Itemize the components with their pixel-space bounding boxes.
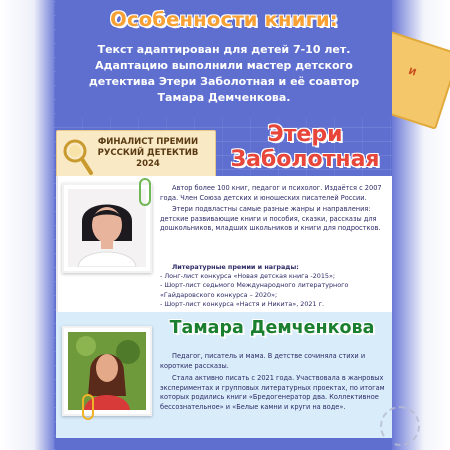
award-line-2: РУССКИЙ ДЕТЕКТИВ — [97, 148, 199, 158]
sticky-note-label: И — [406, 66, 418, 79]
bottom-band — [56, 438, 392, 450]
paper-clip-icon — [82, 394, 94, 420]
author-1-name — [214, 122, 396, 172]
awards-title: Литературные премии и награды: — [172, 263, 299, 271]
award-item: - Шорт-лист конкурса «Настя и Никита», 2021 г. — [160, 299, 324, 308]
author-1-bio-paragraph: Этери подвластны самые разные жанры и направления: детские развивающие книги и пособия, сказки, рассказы для дошкольников, младших школьников и книги для подростков. — [160, 205, 381, 232]
author-1-bio — [160, 184, 390, 236]
author-1-bio-paragraph: Автор более 100 книг, педагог и психолог. Издаётся с 2007 года. Член Союза детских и юношеских писателей России. — [160, 184, 382, 202]
award-item: - Лонг-лист конкурса «Новая детская книга -2015»; — [160, 272, 336, 281]
author-1-portrait — [68, 189, 146, 267]
author-2-bio-paragraph: Стала активно писать с 2021 года. Участвовала в жанровых экспериментах и групповых литературных проектах, по итогам которых родились книги «Бредогенератор два. Коллективное бессознательное» и «Белые камни и круги на воде». — [160, 374, 385, 411]
author-2-bio-paragraph: Педагог, писатель и мама. В детстве сочиняла стихи и короткие рассказы. — [160, 352, 366, 370]
author-1-first-name: Этери — [267, 122, 343, 147]
features-header — [56, 0, 392, 118]
paper-clip-icon — [139, 178, 151, 206]
author-1-last-name: Заболотная — [230, 147, 380, 172]
author-2-portrait — [68, 332, 146, 410]
author-2-photo — [62, 326, 152, 416]
left-margin — [0, 0, 56, 450]
author-2-name: Тамара Демченкова — [169, 318, 375, 338]
award-item: - Шорт-лист седьмого Международного литературного «Гайдаровского конкурса – 2020»; — [160, 281, 349, 299]
page-title: Особенности книги: — [110, 8, 338, 31]
award-line-3: 2024 — [136, 159, 160, 169]
award-badge — [56, 130, 216, 182]
author-2-bio — [160, 352, 390, 415]
features-text: Текст адаптирован для детей 7-10 лет. Адаптацию выполнили мастер детского детектива Этери Заболотная и её соавтор Тамара Демченкова. — [88, 43, 360, 104]
award-line-1: ФИНАЛИСТ ПРЕМИИ — [97, 137, 199, 147]
award-text — [83, 137, 213, 170]
author-1-awards — [160, 263, 388, 309]
